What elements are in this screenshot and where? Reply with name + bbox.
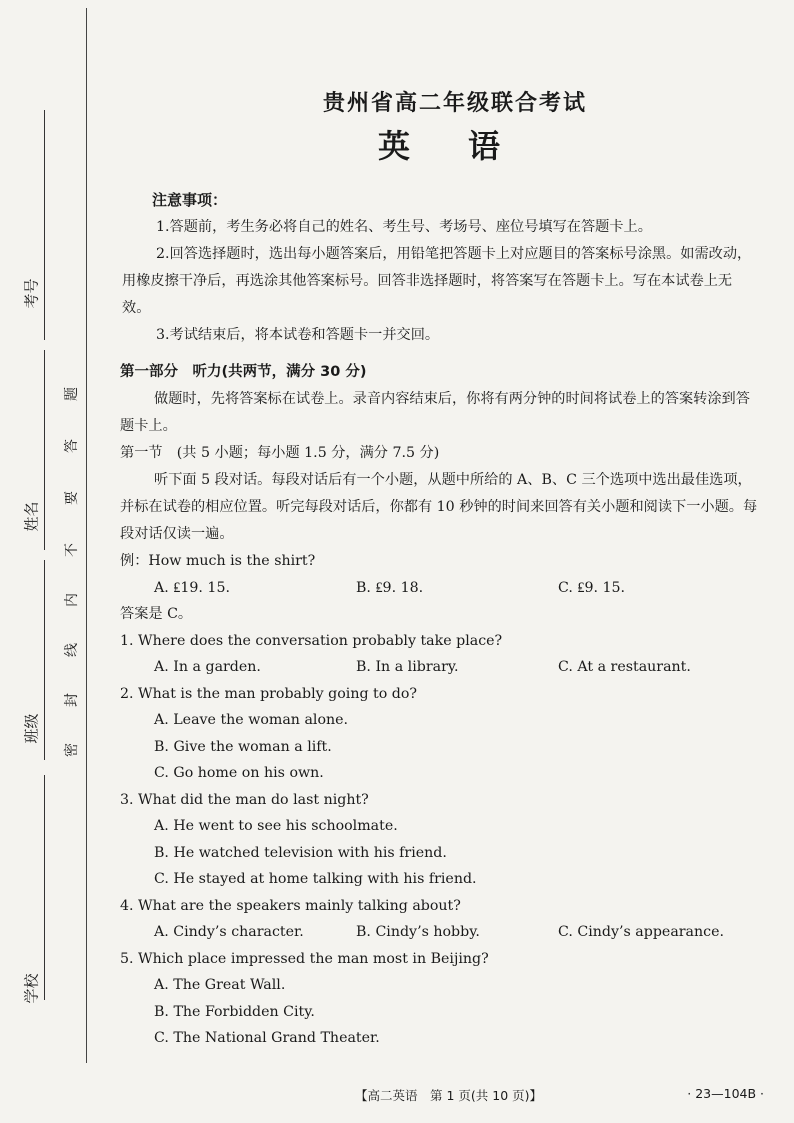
section1-intro: 听下面 5 段对话。每段对话后有一个小题，从题中所给的 A、B、C 三个选项中选出最佳选项，并标在试卷的相应位置。听完每段对话后，你都有 10 秒钟的时间来回答有关小题和阅读下一小题。每段对话仅读一遍。 [120, 472, 758, 542]
option: C. Cindy’s appearance. [558, 924, 725, 940]
option: A. He went to see his schoolmate. [154, 818, 398, 834]
option: C. ₤9. 15. [558, 579, 626, 596]
seal-word: 封 [64, 693, 80, 707]
seal-word: 答 [64, 439, 80, 453]
exam-code: · 23—104B · [687, 1086, 764, 1101]
question-1-options [120, 654, 760, 681]
question-5: 5. Which place impressed the man most in Beijing? [120, 950, 489, 967]
option: B. The Forbidden City. [154, 1003, 315, 1020]
exam-no-label: 考号 [22, 278, 41, 309]
option: A. In a garden. [154, 659, 261, 675]
example-answer: 答案是 C。 [120, 606, 193, 622]
seal-word: 要 [64, 491, 80, 505]
seal-word: 题 [64, 387, 80, 401]
binding-margin [0, 0, 92, 1123]
option: B. He watched television with his friend. [154, 844, 447, 861]
seal-word: 内 [64, 593, 80, 607]
class-line [44, 560, 45, 760]
seal-word: 密 [64, 743, 80, 757]
question-4: 4. What are the speakers mainly talking about? [120, 897, 461, 914]
exam-no-line [44, 110, 45, 340]
option: B. In a library. [356, 659, 459, 675]
option: A. The Great Wall. [154, 977, 286, 993]
option: C. Go home on his own. [154, 765, 324, 781]
notice-heading: 注意事项： [152, 191, 228, 209]
section1-heading: 第一节 (共 5 小题；每小题 1.5 分，满分 7.5 分) [120, 445, 440, 461]
notice-item: 3.考试结束后，将本试卷和答题卡一并交回。 [156, 327, 440, 343]
option: B. Give the woman a lift. [154, 738, 332, 755]
option: A. Leave the woman alone. [154, 712, 349, 728]
seal-word: 不 [64, 543, 80, 557]
binding-line [86, 8, 87, 1063]
option: B. Cindy’s hobby. [356, 924, 480, 940]
example-options [120, 575, 760, 602]
question-2: 2. What is the man probably going to do? [120, 685, 418, 702]
school-label: 学校 [22, 973, 41, 1004]
seal-word: 线 [64, 643, 80, 657]
name-label: 姓名 [22, 501, 41, 532]
question-3: 3. What did the man do last night? [120, 791, 369, 808]
option: C. The National Grand Theater. [154, 1030, 380, 1046]
option: A. Cindy’s character. [154, 924, 304, 940]
part1-heading: 第一部分 听力(共两节，满分 30 分) [120, 364, 367, 380]
option: C. He stayed at home talking with his friend. [154, 871, 477, 887]
name-line [44, 350, 45, 550]
example-question: 例：How much is the shirt? [120, 553, 316, 569]
option: A. ₤19. 15. [154, 579, 230, 596]
notice-item: 2.回答选择题时，选出每小题答案后，用铅笔把答题卡上对应题目的答案标号涂黑。如需改动，用橡皮擦干净后，再选涂其他答案标号。回答非选择题时，将答案写在答题卡上。写在本试卷上无效。 [122, 246, 752, 316]
school-line [44, 775, 45, 1000]
option: B. ₤9. 18. [356, 579, 424, 596]
question-4-options [120, 919, 760, 946]
question-1: 1. Where does the conversation probably take place? [120, 632, 503, 649]
exam-title: 贵州省高二年级联合考试 [322, 91, 587, 116]
notice-item: 1.答题前，考生务必将自己的姓名、考生号、考场号、座位号填写在答题卡上。 [156, 219, 652, 235]
subject-title: 英语 [377, 127, 558, 165]
exam-page [120, 80, 760, 1052]
page-info: 【高二英语 第 1 页(共 10 页)】 [355, 1088, 543, 1103]
class-label: 班级 [22, 713, 41, 744]
option: C. At a restaurant. [558, 659, 691, 675]
notice-list [120, 214, 760, 349]
part1-intro: 做题时，先将答案标在试卷上。录音内容结束后，你将有两分钟的时间将试卷上的答案转涂到答题卡上。 [120, 391, 750, 434]
